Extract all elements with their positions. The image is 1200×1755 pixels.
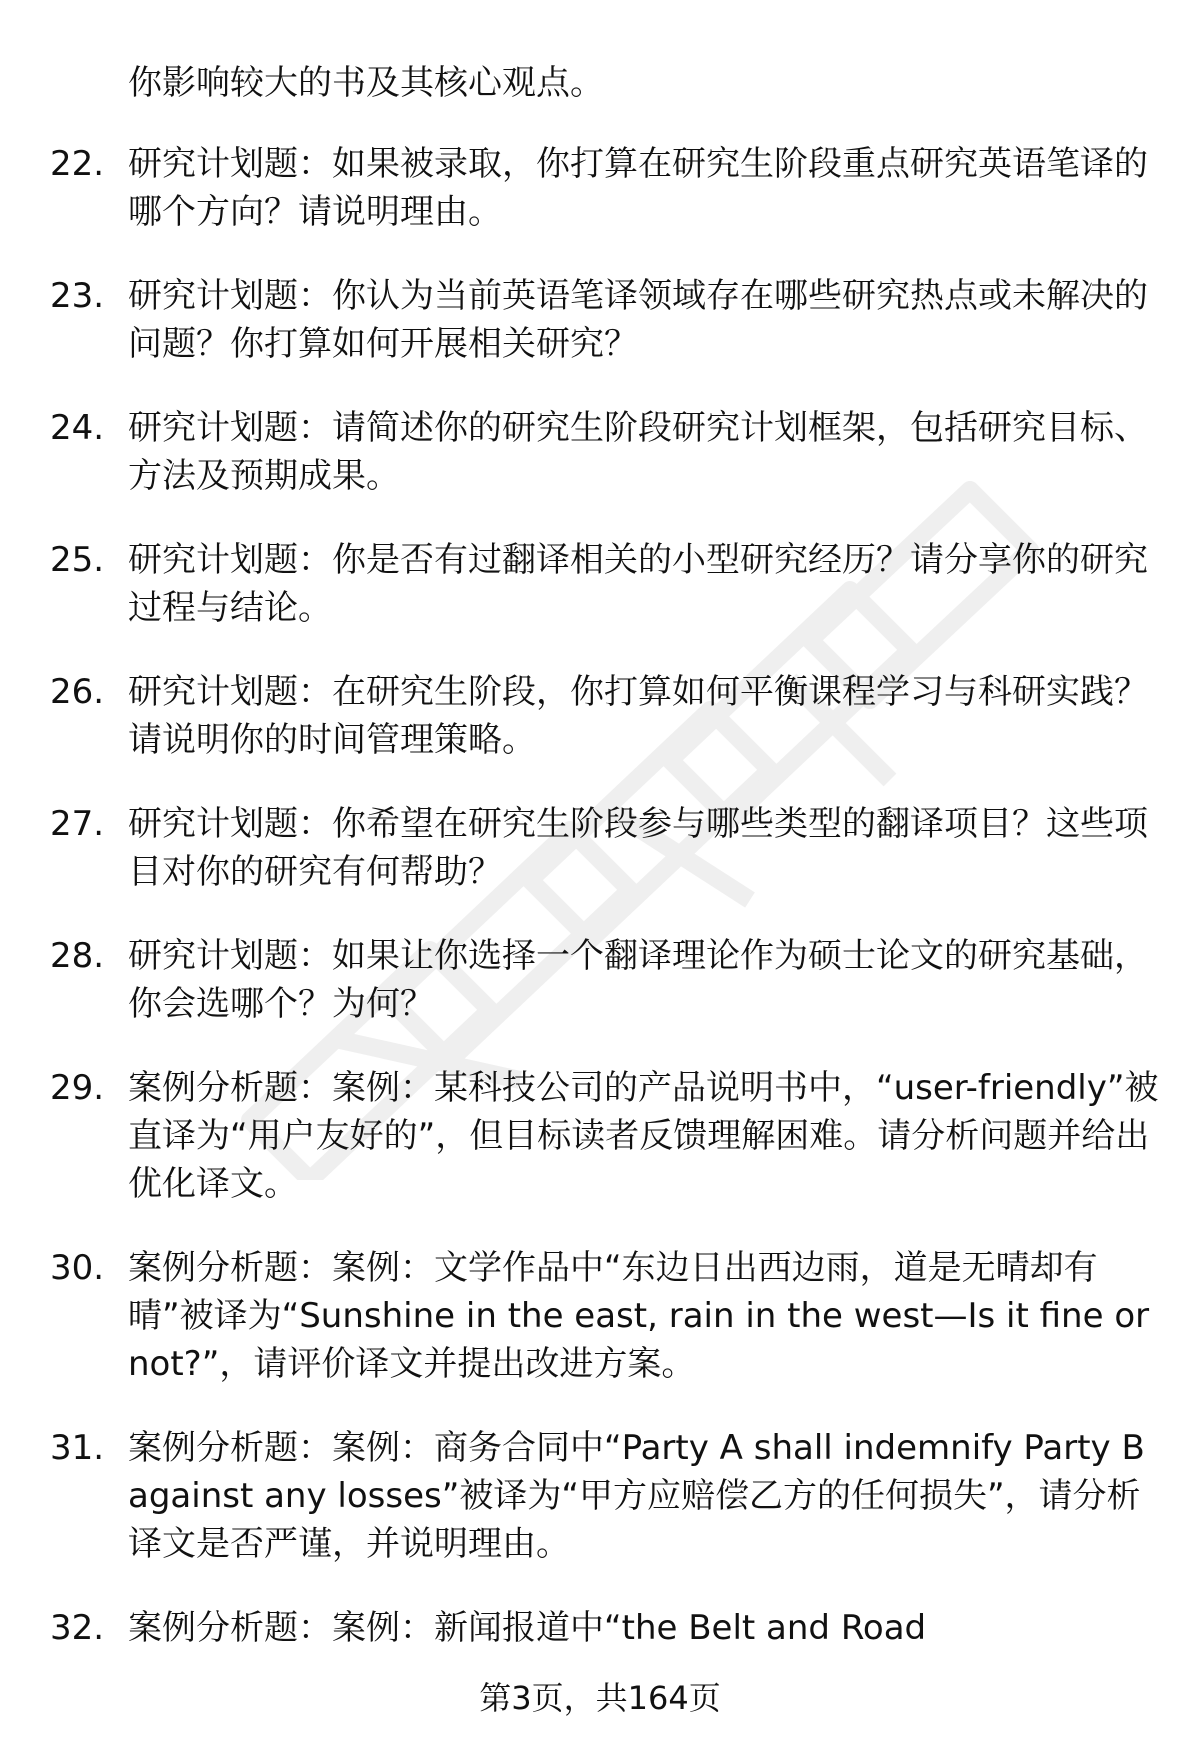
question-text: 案例分析题：案例：新闻报道中“the Belt and Road	[128, 1608, 927, 1648]
page-footer: 第3页，共164页	[479, 1679, 721, 1717]
question-list	[50, 140, 1160, 1688]
list-item	[50, 404, 1160, 500]
question-number: 32.	[50, 1608, 105, 1648]
lead-text: 你影响较大的书及其核心观点。	[128, 63, 604, 103]
list-item	[50, 1244, 1160, 1388]
question-number: 25.	[50, 540, 105, 580]
question-text: 案例分析题：案例：某科技公司的产品说明书中，“user-friendly”被直译为“用户友好的”，但目标读者反馈理解困难。请分析问题并给出优化译文。	[128, 1068, 1159, 1204]
question-number: 24.	[50, 408, 105, 448]
list-item	[50, 668, 1160, 764]
list-item	[50, 1604, 1160, 1652]
question-text: 研究计划题：如果让你选择一个翻译理论作为硕士论文的研究基础，你会选哪个？为何？	[128, 936, 1148, 1024]
list-item	[50, 140, 1160, 236]
list-item	[50, 536, 1160, 632]
question-text: 研究计划题：如果被录取，你打算在研究生阶段重点研究英语笔译的哪个方向？请说明理由。	[128, 144, 1148, 232]
question-text: 研究计划题：你是否有过翻译相关的小型研究经历？请分享你的研究过程与结论。	[128, 540, 1148, 628]
question-text: 研究计划题：在研究生阶段，你打算如何平衡课程学习与科研实践？请说明你的时间管理策略。	[128, 672, 1148, 760]
question-number: 28.	[50, 936, 105, 976]
question-number: 27.	[50, 804, 105, 844]
question-number: 22.	[50, 144, 105, 184]
question-text: 研究计划题：请简述你的研究生阶段研究计划框架，包括研究目标、方法及预期成果。	[128, 408, 1148, 496]
question-number: 30.	[50, 1248, 105, 1288]
list-item	[50, 932, 1160, 1028]
question-text: 研究计划题：你认为当前英语笔译领域存在哪些研究热点或未解决的问题？你打算如何开展相关研究？	[128, 276, 1148, 364]
list-item	[50, 1424, 1160, 1568]
list-item	[50, 272, 1160, 368]
question-number: 31.	[50, 1428, 105, 1468]
question-text: 研究计划题：你希望在研究生阶段参与哪些类型的翻译项目？这些项目对你的研究有何帮助？	[128, 804, 1148, 892]
question-number: 26.	[50, 672, 105, 712]
question-number: 23.	[50, 276, 105, 316]
question-text: 案例分析题：案例：文学作品中“东边日出西边雨，道是无晴却有晴”被译为“Sunshine in the east, rain in the west—Is it fine or not?”，请评价译文并提出改进方案。	[128, 1248, 1150, 1384]
question-number: 29.	[50, 1068, 105, 1108]
question-text: 案例分析题：案例：商务合同中“Party A shall indemnify Party B against any losses”被译为“甲方应赔偿乙方的任何损失”，请分析译文是否严谨，并说明理由。	[128, 1428, 1145, 1564]
list-item	[50, 800, 1160, 896]
list-item	[50, 1064, 1160, 1208]
